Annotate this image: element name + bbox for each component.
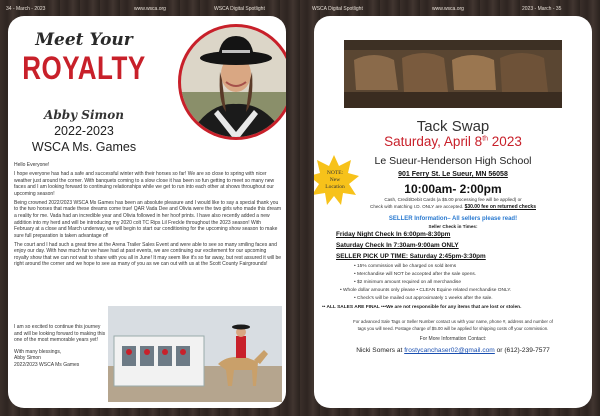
royalty-title: ROYALTY [22,49,146,87]
portrait-photo [176,22,286,150]
contact-phone: or (612)-239-7577 [494,347,550,354]
event-date [314,134,592,149]
left-page-number: 34 - March - 2023 [6,6,46,12]
rule-checks-mailed: • Check's will be mailed out approximately 1 weeks after the sale. [354,296,493,301]
letter-closing [14,324,106,369]
royalty-letter [14,162,282,270]
event-title: Tack Swap [416,118,490,135]
rule-commission: • 15% commission will be charged on sold items [354,264,457,269]
royalty-title-ms-games: WSCA Ms. Games [31,140,137,154]
letter-paragraph-3: The court and I had such a great time at the Arena Trailer Sales Event and were able to see so many smiling faces and enjoy our day. With how much fun we have had at past events, we are continuing our excitement for our upcoming royalty show that we can not wait to share with you all in June! It may seem like it's so far away, but rest assured it will be right around the corner and we hope to see as many of you as we can out with us at the Scott County Fairgrounds! [14,241,282,268]
tack-swap-page [314,16,592,408]
event-year: 2023 [488,134,522,149]
new-location-starburst [314,154,360,206]
meet-your-title: Meet Your [35,30,133,50]
event-venue: Le Sueur-Henderson High School [374,155,532,167]
seller-info-heading: SELLER Information– All sellers please read! [388,216,518,222]
contact-email-link[interactable]: frostycanchaser02@gmail.com [404,347,495,354]
letter-paragraph-4: I am so excited to continue this journey and will be looking forward to making this one of the most memorable years yet! [14,324,106,344]
rule-all-sales-final: •• ALL SALES ARE FINAL •••We are not responsible for any items that are lost or stolen. [322,305,522,310]
advance-tags-line-1: For advanced Sale Tags or Seller Number contact us with your name, phone #, address and number of [353,319,553,324]
right-page-number: 2023 - March - 35 [522,6,562,12]
right-page-header [312,3,596,15]
contact-line [314,347,592,354]
letter-paragraph-1: I hope everyone has had a safe and successful winter with their horses so far! We are so close to spring with nicer weather just around the corner. With banquets coming to a slow close it has been so fun getting to meet so many new faces and I am looking forward to continuing relationships while we get to run into each other at shows throughout our upcoming season! [14,170,275,197]
note-line-1: NOTE: [326,170,344,176]
left-page-header [6,3,290,15]
advance-tags-line-2: tags you will need. Postage charge of $5.00 will be applied for shipping costs off your commission. [357,326,549,331]
saddles-banner-photo [344,40,562,108]
right-site-url: www.wsca.org [432,6,464,12]
payment-info: Cash, Credit/Debit Cards (a $5.00 processing fee will be applied) or [384,197,522,202]
payment-check-text: Check with matching I.D. ONLY are accepted. [370,204,464,209]
closing-blessing: With many blessings, [14,348,62,355]
closing-title: 2022/2023 WSCA Ms Games [14,361,80,368]
event-date-suffix: th [482,135,489,143]
rule-whole-dollar: • Whole dollar amounts only please • CLEAN Equine related merchandise ONLY. [340,288,512,293]
checkin-heading: Seller Check in Times: [428,224,478,229]
schedule-saturday: Saturday Check In 7:30am-9:00am ONLY [336,242,459,249]
contact-name: Nicki Somers at [356,347,405,354]
left-publication: WSCA Digital Spotlight [214,6,265,12]
royalty-name: Abby Simon [44,108,124,122]
royalty-court-photo [108,306,282,402]
event-time: 10:00am- 2:00pm [404,182,502,196]
event-date-main: Saturday, April 8 [384,134,483,149]
note-line-3: Location [325,184,345,190]
royalty-page [8,16,286,408]
letter-greeting: Hello Everyone! [14,162,50,168]
schedule-friday: Friday Night Check In 6:00pm-8:30pm [336,231,451,238]
returned-check-fee: $30.00 fee on returned checks [464,204,536,210]
note-line-2: New [329,177,341,183]
right-publication: WSCA Digital Spotlight [312,6,363,12]
event-address: 901 Ferry St. Le Sueur, MN 56058 [398,171,508,178]
letter-paragraph-2: Being crowned 2022/2023 WSCA Ms Games has been an absolute pleasure and I would like to say a special thank you to the two horses that made these dreams come true! QAR Vada Dee and Olivia were the two girls who made this dream a reality for me. Vada had an incredible year and Olivia followed in her hoof prints. I have also recently added a new addition into my herd and will be introducing my 2020 colt TC Rips Lil Freckle throughout the 2023 season! With February at a close and March underway, we will begin to start our conditioning for the upcoming show season to make sure full preparation is taken advantage of! [14,199,281,239]
rule-minimum: • $2 minimum amount required on all merchandise [354,280,461,285]
royalty-years: 2022-2023 [54,124,114,138]
rule-no-late-merch: • Merchandise will NOT be accepted after the sale opens. [354,272,477,277]
closing-name: Abby Simon [14,355,41,362]
schedule-pickup: SELLER PICK UP TIME: Saturday 2:45pm-3:30pm [336,253,486,260]
more-info-heading: For More Information Contact: [419,336,487,342]
left-site-url: www.wsca.org [134,6,166,12]
